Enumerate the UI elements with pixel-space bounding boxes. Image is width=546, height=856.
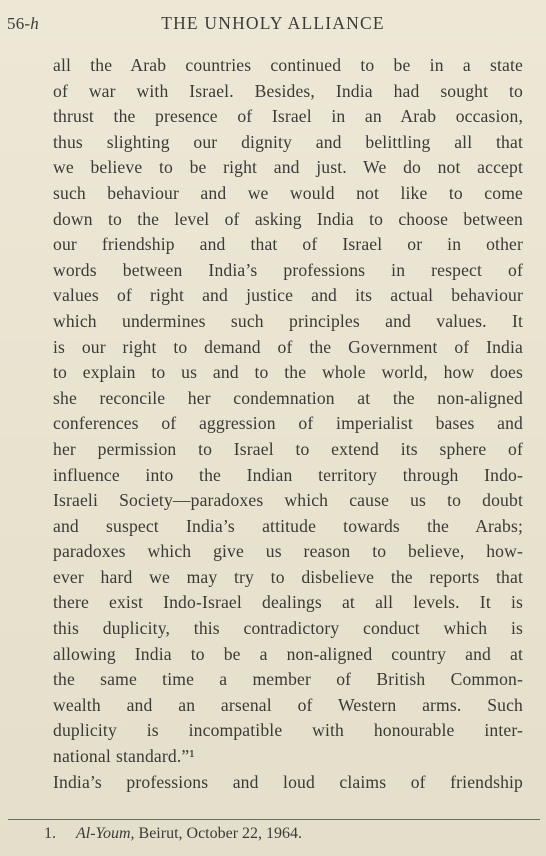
text-line: the same time a member of British Common- bbox=[53, 669, 523, 690]
text-line: her permission to Israel to extend its sphere of bbox=[53, 438, 523, 459]
footnote-details: Beirut, October 22, 1964. bbox=[134, 825, 303, 842]
text-line: ever hard we may try to disbelieve the reports that bbox=[53, 566, 523, 587]
text-line: influence into the Indian territory through Indo- bbox=[53, 464, 523, 485]
text-line: duplicity is incompatible with honourable inter- bbox=[53, 720, 523, 741]
text-line: to explain to us and to the whole world, how does bbox=[53, 362, 523, 383]
text-line: allowing India to be a non-aligned country and at bbox=[53, 643, 523, 664]
text-line: and suspect India’s attitude towards the Arabs; bbox=[53, 515, 523, 536]
text-line: conferences of aggression of imperialist bases and bbox=[53, 413, 523, 434]
text-line: of war with Israel. Besides, India had sought to bbox=[53, 80, 523, 101]
page-number-value: 56- bbox=[7, 14, 31, 33]
footnote bbox=[44, 823, 302, 845]
running-title: THE UNHOLY ALLIANCE bbox=[161, 13, 385, 33]
text-line: there exist Indo-Israel dealings at all levels. It is bbox=[53, 592, 523, 613]
text-line: thrust the presence of Israel in an Arab occasion, bbox=[53, 106, 523, 127]
text-line: wealth and an arsenal of Western arms. Such bbox=[53, 694, 523, 715]
text-line: she reconcile her condemnation at the non-aligned bbox=[53, 387, 523, 408]
text-line: all the Arab countries continued to be in a state bbox=[53, 55, 523, 75]
text-line: values of right and justice and its actual behaviour bbox=[53, 285, 523, 306]
text-line: down to the level of asking India to choose between bbox=[53, 208, 523, 229]
page-number-suffix: h bbox=[30, 14, 39, 33]
text-line: is our right to demand of the Government of India bbox=[53, 336, 523, 357]
text-line: we believe to be right and just. We do not accept bbox=[53, 157, 523, 178]
text-line: India’s professions and loud claims of friendship bbox=[53, 771, 523, 792]
text-line: Israeli Society—paradoxes which cause us to doubt bbox=[53, 490, 523, 511]
footnote-source: Al-Youm, bbox=[76, 825, 135, 842]
text-line: words between India’s professions in respect of bbox=[53, 259, 523, 280]
text-line-paragraph-end: national standard.”¹ bbox=[53, 746, 195, 767]
footnote-number: 1. bbox=[44, 825, 56, 842]
text-line: paradoxes which give us reason to believe, how- bbox=[53, 541, 523, 562]
text-line: such behaviour and we would not like to come bbox=[53, 182, 523, 203]
text-line: which undermines such principles and values. It bbox=[53, 310, 523, 331]
footnote-divider bbox=[8, 819, 540, 820]
body-text bbox=[53, 53, 523, 795]
text-line: our friendship and that of Israel or in other bbox=[53, 234, 523, 255]
text-line: this duplicity, this contradictory conduct which is bbox=[53, 618, 523, 639]
text-line: thus slighting our dignity and belittling all that bbox=[53, 131, 523, 152]
